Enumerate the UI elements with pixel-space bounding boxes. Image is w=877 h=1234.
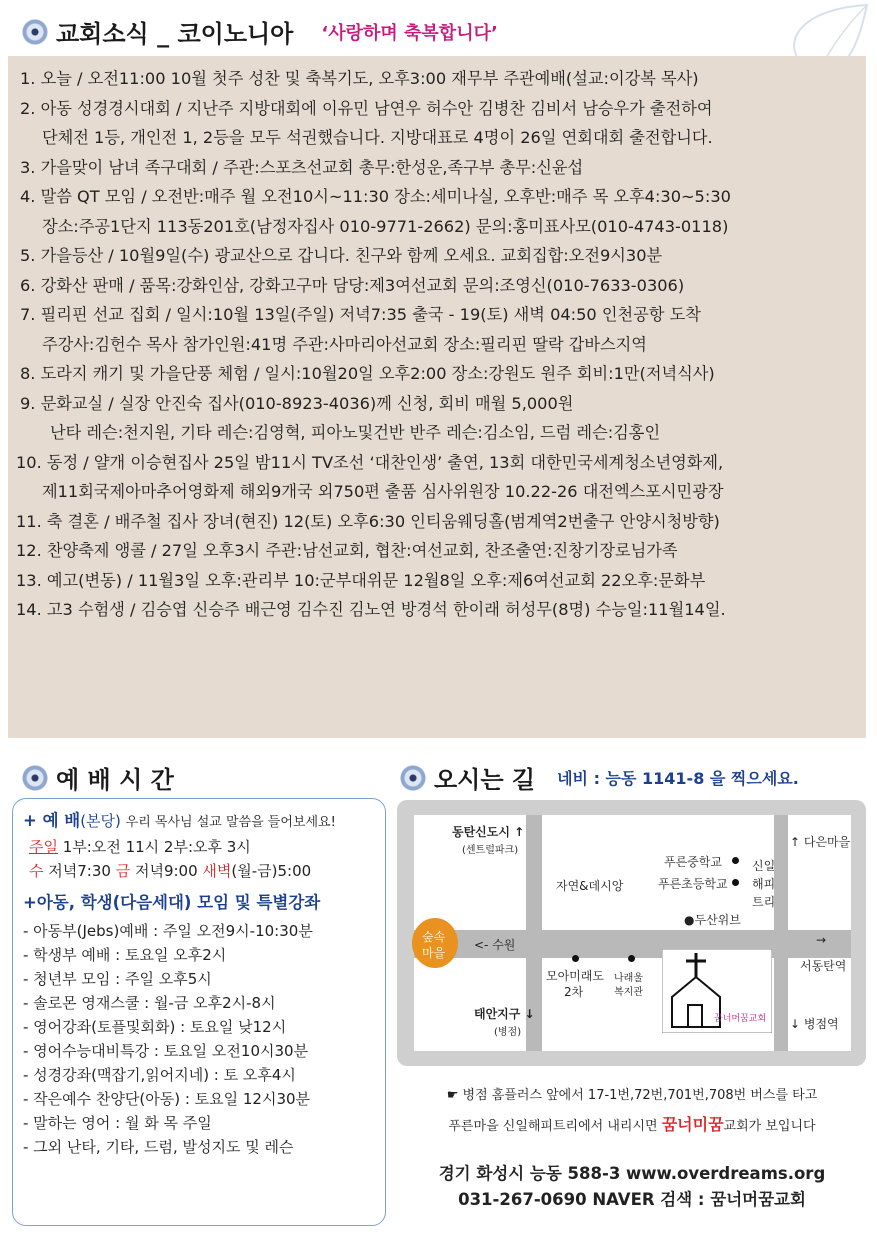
fri-label: 금 [115,862,131,880]
dawn-label: 새벽 [202,862,232,880]
wed-time: 저녁7:30 [43,862,116,880]
program-item: - 성경강좌(맥잡기,읽어지네) : 토 오후4시 [23,1066,296,1084]
news-item: 5. 가을등산 / 10월9일(수) 광교산으로 갑니다. 친구와 함께 오세요. 교회집합:오전9시30분 [20,246,663,265]
news-item: 단체전 1등, 개인전 1, 2등을 모두 석권했습니다. 지방대표로 4명이 26일 연회대회 출전합니다. [42,128,713,147]
bus-info-2 [397,1112,867,1135]
map-label: 나래울 [614,973,643,984]
church-name-highlight: 꿈너미꿈 [661,1115,724,1134]
news-item: 14. 고3 수험생 / 김승엽 신승주 배근영 김수진 김노연 방경석 한이래 허성무(8명) 수능일:11월14일. [16,600,726,619]
news-item: 주강사:김헌수 목사 참가인원:41명 주관:사마리아선교회 장소:필리핀 딸락 갑바스지역 [42,334,647,354]
news-item: 10. 동정 / 얄개 이승현집사 25일 밤11시 TV조선 ‘대찬인생’ 출연, 13회 대한민국세계청소년영화제, [16,452,724,472]
map-dot [732,857,739,864]
map-label: (병점) [494,1027,522,1038]
road-right [774,815,788,1051]
flower-icon [400,765,426,791]
news-item: 11. 축 결혼 / 배주철 집사 장녀(현진) 12(토) 오후6:30 인티움웨딩홀(범계역2번출구 안양시청방향) [16,511,720,531]
news-item: 8. 도라지 캐기 및 가을단풍 체험 / 일시:10월20일 오후2:00 장소:강원도 원주 회비:1만(저녁식사) [20,364,715,383]
map-label: 태안지구 ↓ [474,1007,535,1021]
flower-icon [22,19,48,45]
bus-info-text: 푸른마을 신일해피트리에서 내리시면 [448,1119,662,1134]
directions-header [400,760,799,795]
navi-text: 네비 : 능동 1141-8 을 찍으세요. [557,769,799,788]
bus-info-text: 교회가 보입니다 [723,1119,816,1134]
news-item: 3. 가을맞이 남녀 족구대회 / 주관:스포츠선교회 총무:한성운,족구부 총무:신윤섭 [20,157,584,177]
news-item: 13. 예고(변동) / 11월3일 오후:관리부 10:군부대위문 12월8일 오후:제6여선교회 22오후:문화부 [16,570,706,590]
map-label: 신일 [752,859,776,873]
news-item: 난타 레슨:천지원, 기타 레슨:김영혁, 피아노및건반 반주 레슨:김소임, 드럼 레슨:김홍인 [50,423,661,442]
map-label: 푸른초등학교 [658,877,728,891]
news-panel [8,56,866,738]
map-label: 복지관 [614,987,643,998]
map-dot [572,955,579,962]
news-item: 12. 찬양축제 앵콜 / 27일 오후3시 주관:남선교회, 협찬:여선교회, 찬조출연:진창기장로님가족 [16,541,678,560]
map-label: (센트럴파크) [462,845,519,856]
phone: 031-267-0690 NAVER 검색 : 꿈너머꿈교회 [458,1190,806,1209]
map-label: → [816,933,827,947]
news-title: 교회소식 _ 코이노니아 [56,20,294,48]
news-item: 4. 말씀 QT 모임 / 오전반:매주 월 오전10시~11:30 장소:세미나실, 오후반:매주 목 오후4:30~5:30 [20,187,731,206]
program-item: - 솔로몬 영재스쿨 : 월-금 오후2시-8시 [23,994,276,1012]
map-label: 모아미래도 [546,969,604,983]
map-label: 자연&데시앙 [556,879,624,893]
program-item: - 작은예수 찬양단(아동) : 토요일 12시30분 [23,1090,311,1108]
map-label: 2차 [564,985,584,999]
worship-box [12,798,386,1226]
service-line [23,809,375,835]
program-item: - 청년부 모임 : 주일 오후5시 [23,970,212,988]
dawn-time: (월-금)5:00 [231,862,312,880]
service-place: (본당) [80,812,121,830]
directions-title: 오시는 길 [434,766,536,794]
map-label: 트리 [752,895,776,909]
map-label: 꿈너머꿈교회 [714,1014,767,1024]
wed-label: 수 [29,862,44,880]
service-note: 우리 목사님 설교 말씀을 들어보세요! [125,815,336,830]
program-item: - 아동부(Jebs)예배 : 주일 오전9시-10:30분 [23,922,313,940]
program-item: - 그외 난타, 기타, 드럼, 발성지도 및 레슨 [23,1138,294,1156]
map [414,815,851,1051]
news-item: 장소:주공1단지 113동201호(남정자집사 010-9771-2662) 문의:홍미표사모(010-4743-0118) [42,216,729,236]
map-dot [628,955,635,962]
sunday-line [23,835,375,859]
map-label: 마을 [422,946,446,960]
bus-info: ☛ 병점 홈플러스 앞에서 17-1번,72번,701번,708번 버스를 타고 [446,1088,818,1103]
news-item: 제11회국제아마추어영화제 해외9개국 외750편 출품 심사위원장 10.22-26 대전엑스포시민광장 [42,482,724,501]
map-label: ●두산위브 [684,913,741,927]
program-item: - 말하는 영어 : 월 화 목 주일 [23,1114,212,1132]
sunday-times: 1부:오전 11시 2부:오후 3시 [57,838,251,856]
map-dot [732,879,739,886]
sunday-label: 주일 [29,838,58,856]
map-label: 푸른중학교 [664,855,722,869]
map-label: ↓ 병점역 [790,1017,839,1031]
youth-title: +아동, 학생(다음세대) 모임 및 특별강좌 [23,893,321,912]
news-header [22,14,498,49]
service-label: + 예 배 [23,811,81,830]
fri-time: 저녁9:00 [130,862,203,880]
map-label: <- 수원 [474,938,516,952]
program-item: - 영어강좌(토플및회화) : 토요일 낮12시 [23,1018,287,1036]
news-item: 1. 오늘 / 오전11:00 10월 첫주 성찬 및 축복기도, 오후3:00 재무부 주관예배(설교:이강복 목사) [20,69,699,88]
map-label: 해피 [752,877,776,891]
news-item: 7. 필리핀 선교 집회 / 일시:10월 13일(주일) 저녁7:35 출국 - 19(토) 새벽 04:50 인천공항 도착 [20,305,701,324]
news-item: 6. 강화산 판매 / 품목:강화인삼, 강화고구마 담당:제3여선교회 문의:조영신(010-7633-0306) [20,275,685,295]
address: 경기 화성시 능동 588-3 www.overdreams.org [438,1164,826,1183]
map-label: ↑ 다은마을 [790,835,851,849]
news-item: 9. 문화교실 / 실장 안진숙 집사(010-8923-4036)께 신청, 회비 매월 5,000원 [20,393,574,413]
map-label: 서동탄역 [800,959,847,973]
slogan: ‘사랑하며 축복합니다’ [321,22,498,44]
map-label: 동탄신도시 ↑ [452,825,525,839]
program-item: - 영어수능대비특강 : 토요일 오전10시30분 [23,1042,309,1060]
news-item: 2. 아동 성경경시대회 / 지난주 지방대회에 이유민 남연우 허수안 김병찬 김비서 남승우가 출전하여 [20,98,713,118]
weekday-line [23,859,375,883]
flower-icon [22,765,48,791]
worship-title: 예 배 시 간 [56,766,174,794]
worship-header [22,760,174,795]
program-item: - 학생부 예배 : 토요일 오후2시 [23,946,227,964]
map-label: 숲속 [422,930,446,944]
